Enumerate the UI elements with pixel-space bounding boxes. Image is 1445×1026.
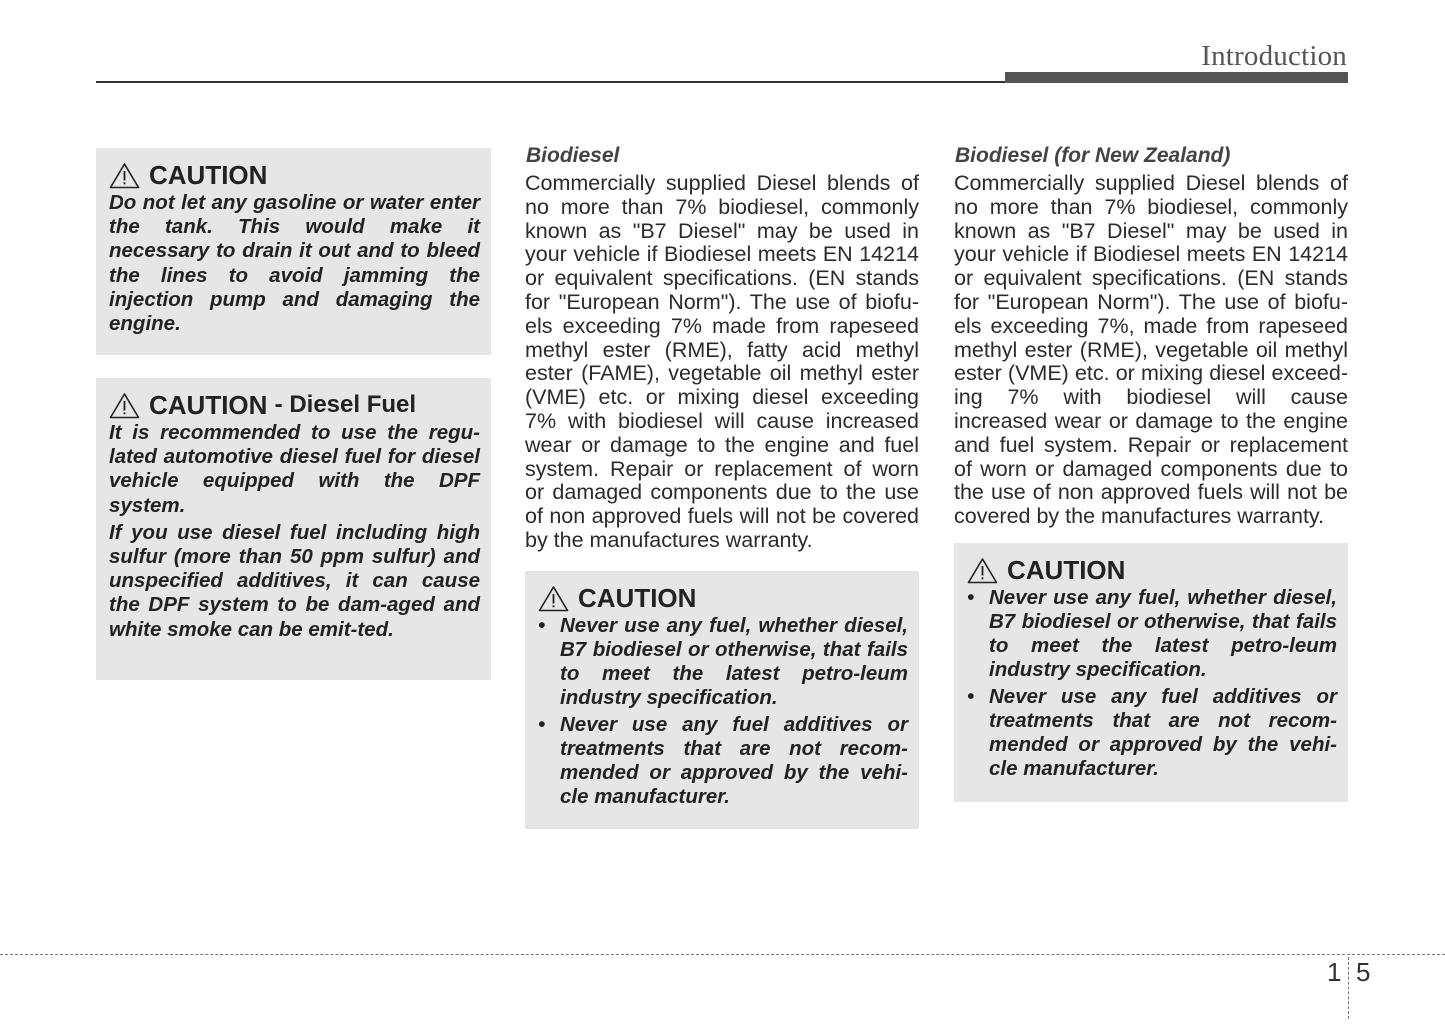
page-number-separator: [1348, 957, 1349, 1019]
biodiesel-body: Commercially supplied Diesel blends of no more than 7% biodiesel, commonly known as "B7 Diesel" may be used in your vehicle if Biodiesel meets EN 14214 or equivalent specifications. (EN stands for "European Norm"). The use of biofu-els exceeding 7% made from rapeseed methyl ester (RME), fatty acid methyl ester (FAME), vegetable oil methyl ester (VME) etc. or mixing diesel exceeding 7% with biodiesel will cause increased wear or damage to the engine and fuel system. Repair or replacement of worn or damaged components due to the use of non approved fuels will not be covered by the manufactures warranty.: [525, 171, 919, 552]
page-number: 5: [1356, 957, 1371, 987]
list-item: • Never use any fuel, whether diesel, B7 biodiesel or otherwise, that fails to meet the latest petro-leum industry specification.: [538, 614, 908, 710]
caution-box-fuel-spec: [525, 571, 919, 829]
biodiesel-nz-body: Commercially supplied Diesel blends of no more than 7% biodiesel, commonly known as "B7 Diesel" may be used in your vehicle if Biodiesel meets EN 14214 or equivalent specifications. (EN stands for "European Norm"). The use of biofu-els exceeding 7%, made from rapeseed methyl ester (RME), vegetable oil methyl ester (VME) etc. or mixing diesel exceed-ing 7% with biodiesel will cause increased wear or damage to the engine and fuel system. Repair or replacement of worn or damaged components due to the use of non approved fuels will not be covered by the manufactures warranty.: [954, 171, 1348, 529]
caution-paragraph: It is recommended to use the regu-lated automotive diesel fuel for diesel vehicle equipped with the DPF system.: [109, 421, 480, 517]
caution-subtitle: - Diesel Fuel: [274, 391, 417, 418]
warning-icon: [109, 392, 140, 419]
warning-icon: [109, 162, 140, 189]
caution-title: CAUTION: [578, 583, 697, 613]
caution-box-water: [96, 148, 491, 355]
footer-rule: [0, 954, 1445, 955]
caution-heading: [967, 555, 1337, 585]
biodiesel-heading: Biodiesel: [526, 144, 620, 167]
caution-title: CAUTION: [149, 160, 268, 190]
caution-title: CAUTION: [149, 390, 268, 420]
chapter-number: 1: [1327, 957, 1342, 987]
caution-heading: [109, 160, 480, 190]
caution-title: CAUTION: [1007, 555, 1126, 585]
caution-heading: [109, 390, 480, 420]
header-rule: [96, 81, 1006, 83]
list-item: • Never use any fuel additives or treatments that are not recom-mended or approved by the vehi-cle manufacturer.: [538, 713, 908, 809]
warning-icon: [538, 585, 569, 612]
section-title: Introduction: [1201, 40, 1347, 72]
header-rule-accent: [1005, 72, 1348, 83]
biodiesel-nz-heading: Biodiesel (for New Zealand): [955, 144, 1231, 167]
list-item: • Never use any fuel, whether diesel, B7 biodiesel or otherwise, that fails to meet the latest petro-leum industry specification.: [967, 586, 1337, 682]
caution-box-fuel-spec-nz: [954, 543, 1348, 802]
caution-list: [538, 614, 908, 809]
caution-paragraph: If you use diesel fuel including high sulfur (more than 50 ppm sulfur) and unspecified additives, it can cause the DPF system to be dam-aged and white smoke can be emit-ted.: [109, 520, 480, 641]
caution-box-diesel-fuel: [96, 378, 491, 680]
caution-heading: [538, 583, 908, 613]
list-item: • Never use any fuel additives or treatments that are not recom-mended or approved by the vehi-cle manufacturer.: [967, 685, 1337, 781]
warning-icon: [967, 557, 998, 584]
caution-list: [967, 586, 1337, 781]
caution-text: Do not let any gasoline or water enter the tank. This would make it necessary to drain it out and to bleed the lines to avoid jamming the injection pump and damaging the engine.: [109, 191, 480, 336]
